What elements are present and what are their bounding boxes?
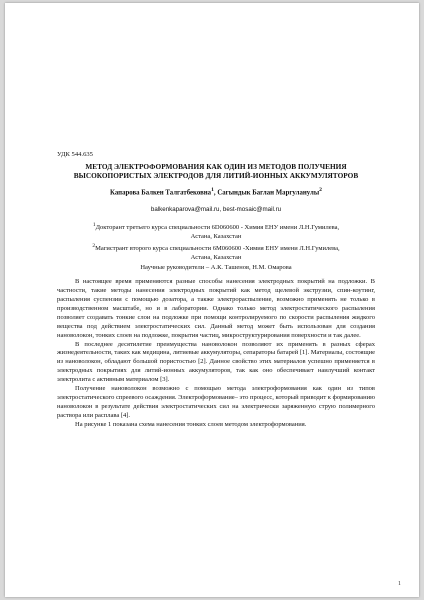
title-line-2: ВЫСОКОПОРИСТЫХ ЭЛЕКТРОДОВ ДЛЯ ЛИТИЙ-ИОННЫХ АККУМУЛЯТОРОВ [73,171,359,180]
affiliation-2-line-1 [57,242,375,254]
paper-title [57,162,375,180]
author-2: Сагындык Баглан Маргуланулы [217,189,320,197]
document-page [5,3,419,597]
author-1: Капарова Балкен Талгатбековна [110,189,212,197]
body-paragraph-3: Получение нановолокон возможно с помощью метода электроформования как один из типов электростатического спреевого осаждения. Электроформование– это процесс, который приводит к формированию нановолокон в результате действия электростатических сил на электрически заряженную струю полимерного раствора или расплава [4]. [57,385,375,419]
affiliation-1-line-2: Астана, Казахстан [190,232,242,240]
body-paragraph-2: В последнее десятилетие преимущества нановолокон позволяют их применять в разных сферах жизнедеятельности, таких как медицина, литиевые аккумуляторы, сепараторы батарей [1]. Материалы, состоящие из нановолокон, обладают большой пористостью [2]. Данное свойство этих материалов успешно применяется в электродных покрытиях для литий-ионных аккумуляторов, так как оно обеспечивает наилучший контакт электролита с активным материалом [3]. [57,340,375,384]
affiliation-2-line-2: Астана, Казахстан [190,253,242,261]
affiliation-1 [57,221,375,241]
author-separator: , [213,189,218,197]
affiliation-1-line-1 [57,221,375,233]
authors-line [57,187,375,196]
affiliation-2-mark: 2 [92,243,96,250]
body-paragraph-1: В настоящее время применяются разные способы нанесения электродных покрытий на подложки. В частности, такие методы нанесения электродных покрытий как метод щелевой экструзии, спин-коутинг, распыления суспензии с помощью дозатора, а также электрораспыление, возможно применять не только в производственном масштабе, но и в лаборатории. Однако только метод электростатического распыления позволяет создавать тонкие слои на подложке при помощи контролируемого по скорости распыления жидкого вещества под действием электростатических сил. Данный метод может быть использован для создания нановолокон, тонких слоев на подложке, покрытия частиц, микроструктурирования поверхности и так далее. [57,278,375,339]
udc-code: УДК 544.635 [57,151,93,158]
body-paragraph-4: На рисунке 1 показана схема нанесения тонких слоев методом электроформования. [75,420,307,428]
scientific-supervisors: Научные руководители – А.К. Ташенов, Н.М. Омарова [140,264,292,272]
affiliation-2-text: Магистрант второго курса специальности 6М060600 -Химия ЕНУ имени Л.Н.Гумилева, [95,245,340,253]
author-2-affiliation-mark: 2 [319,187,322,193]
page-content [57,151,375,430]
page-number: 1 [398,581,401,587]
affiliation-1-text: Докторант третьего курса специальности 6D060600 - Химия ЕНУ имени Л.Н.Гумилева, [95,224,340,232]
affiliation-1-mark: 1 [92,222,96,229]
affiliation-2 [57,242,375,262]
author-1-affiliation-mark: 1 [211,187,214,193]
title-line-1: МЕТОД ЭЛЕКТРОФОРМОВАНИЯ КАК ОДИН ИЗ МЕТОДОВ ПОЛУЧЕНИЯ [85,162,347,171]
author-emails: balkenkaparova@mail.ru, best-mosaic@mail.ru [150,206,282,214]
